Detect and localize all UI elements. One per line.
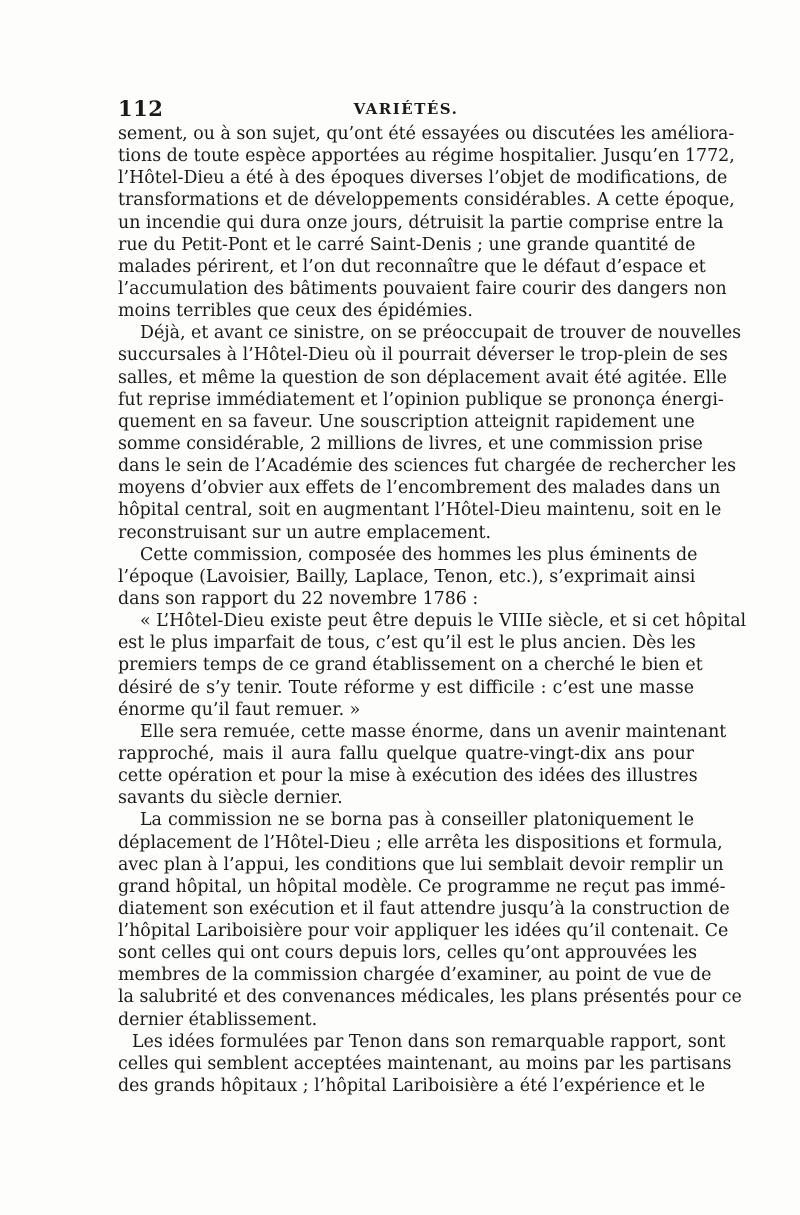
page-number: 112: [118, 96, 164, 121]
text-line: des grands hôpitaux ; l’hôpital Lariboisière a été l’expérience et le: [118, 1076, 706, 1097]
text-line: rue du Petit-Pont et le carré Saint-Denis ; une grande quantité de: [118, 234, 696, 255]
text-line: avec plan à l’appui, les conditions que lui semblait devoir remplir un: [118, 854, 724, 875]
quotation-line: désiré de s’y tenir. Toute réforme y est difficile : c’est une masse: [118, 677, 694, 698]
quotation-line: premiers temps de ce grand établissement on a cherché le bien et: [118, 655, 703, 676]
text-line: un incendie qui dura onze jours, détruisit la partie comprise entre la: [118, 212, 724, 233]
text-line: hôpital central, soit en augmentant l’Hôtel-Dieu maintenu, soit en le: [118, 500, 722, 521]
quotation-end-line: énorme qu’il faut remuer. »: [118, 699, 361, 720]
text-line: sement, ou à son sujet, qu’ont été essayées ou discutées les améliora-: [118, 124, 735, 144]
text-line: salles, et même la question de son déplacement avait été agitée. Elle: [118, 367, 727, 388]
text-line: l’accumulation des bâtiments pouvaient faire courir des dangers non: [118, 278, 727, 299]
quotation-start-line: « L’Hôtel-Dieu existe peut être depuis le VIIIe siècle, et si cet hôpital: [140, 611, 747, 632]
paragraph-start-line: Les idées formulées par Tenon dans son remarquable rapport, sont: [132, 1031, 726, 1052]
text-line: membres de la commission chargée d’examiner, au point de vue de: [118, 965, 712, 986]
text-line: déplacement de l’Hôtel-Dieu ; elle arrêta les dispositions et formula,: [118, 832, 723, 853]
paragraph-end-line: dans son rapport du 22 novembre 1786 :: [118, 588, 479, 609]
text-line: transformations et de développements considérables. A cette époque,: [118, 190, 735, 211]
paragraph-start-line: Déjà, et avant ce sinistre, on se préoccupait de trouver de nouvelles: [140, 323, 742, 344]
text-line: sont celles qui ont cours depuis lors, celles qu’ont approuvées les: [118, 943, 698, 964]
body-text: [118, 123, 747, 1097]
paragraph-start-line: Cette commission, composée des hommes les plus éminents de: [140, 544, 698, 565]
paragraph-end-line: moins terribles que ceux des épidémies.: [118, 301, 473, 322]
text-line: rapproché, mais il aura fallu quelque quatre-vingt-dix ans pour: [118, 743, 694, 764]
paragraph-end-line: reconstruisant sur un autre emplacement.: [118, 522, 491, 543]
text-line: diatement son exécution et il faut attendre jusqu’à la construction de: [118, 898, 730, 919]
text-line: dans le sein de l’Académie des sciences fut chargée de rechercher les: [118, 456, 737, 477]
paragraph-end-line: savants du siècle dernier.: [118, 788, 343, 809]
text-line: quement en sa faveur. Une souscription atteignit rapidement une: [118, 411, 695, 432]
paragraph-start-line: Elle sera remuée, cette masse énorme, dans un avenir maintenant: [140, 721, 727, 742]
text-line: tions de toute espèce apportées au régime hospitalier. Jusqu’en 1772,: [118, 146, 735, 167]
text-line: l’Hôtel-Dieu a été à des époques diverses l’objet de modifications, de: [118, 168, 728, 189]
quotation-line: est le plus imparfait de tous, c’est qu’il est le plus ancien. Dès les: [118, 633, 696, 654]
text-line: cette opération et pour la mise à exécution des idées des illustres: [118, 766, 698, 787]
text-line: somme considérable, 2 millions de livres, et une commission prise: [118, 433, 703, 454]
paragraph-start-line: La commission ne se borna pas à conseiller platoniquement le: [140, 810, 694, 831]
text-line: celles qui semblent acceptées maintenant, au moins par les partisans: [118, 1053, 732, 1074]
text-line: la salubrité et des convenances médicales, les plans présentés pour ce: [118, 987, 742, 1008]
text-line: l’époque (Lavoisier, Bailly, Laplace, Tenon, etc.), s’exprimait ainsi: [118, 566, 696, 587]
text-line: fut reprise immédiatement et l’opinion publique se prononça énergi-: [118, 389, 724, 410]
text-line: succursales à l’Hôtel-Dieu où il pourrait déverser le trop-plein de ses: [118, 345, 728, 366]
text-line: malades périrent, et l’on dut reconnaître que le défaut d’espace et: [118, 256, 706, 277]
page-header: [118, 96, 694, 122]
text-line: l’hôpital Lariboisière pour voir appliquer les idées qu’il contenait. Ce: [118, 921, 729, 942]
text-line: grand hôpital, un hôpital modèle. Ce programme ne reçut pas immé-: [118, 876, 726, 897]
running-title: VARIÉTÉS.: [353, 100, 459, 118]
paragraph-end-line: dernier établissement.: [118, 1009, 318, 1030]
text-line: moyens d’obvier aux effets de l’encombrement des malades dans un: [118, 478, 721, 499]
